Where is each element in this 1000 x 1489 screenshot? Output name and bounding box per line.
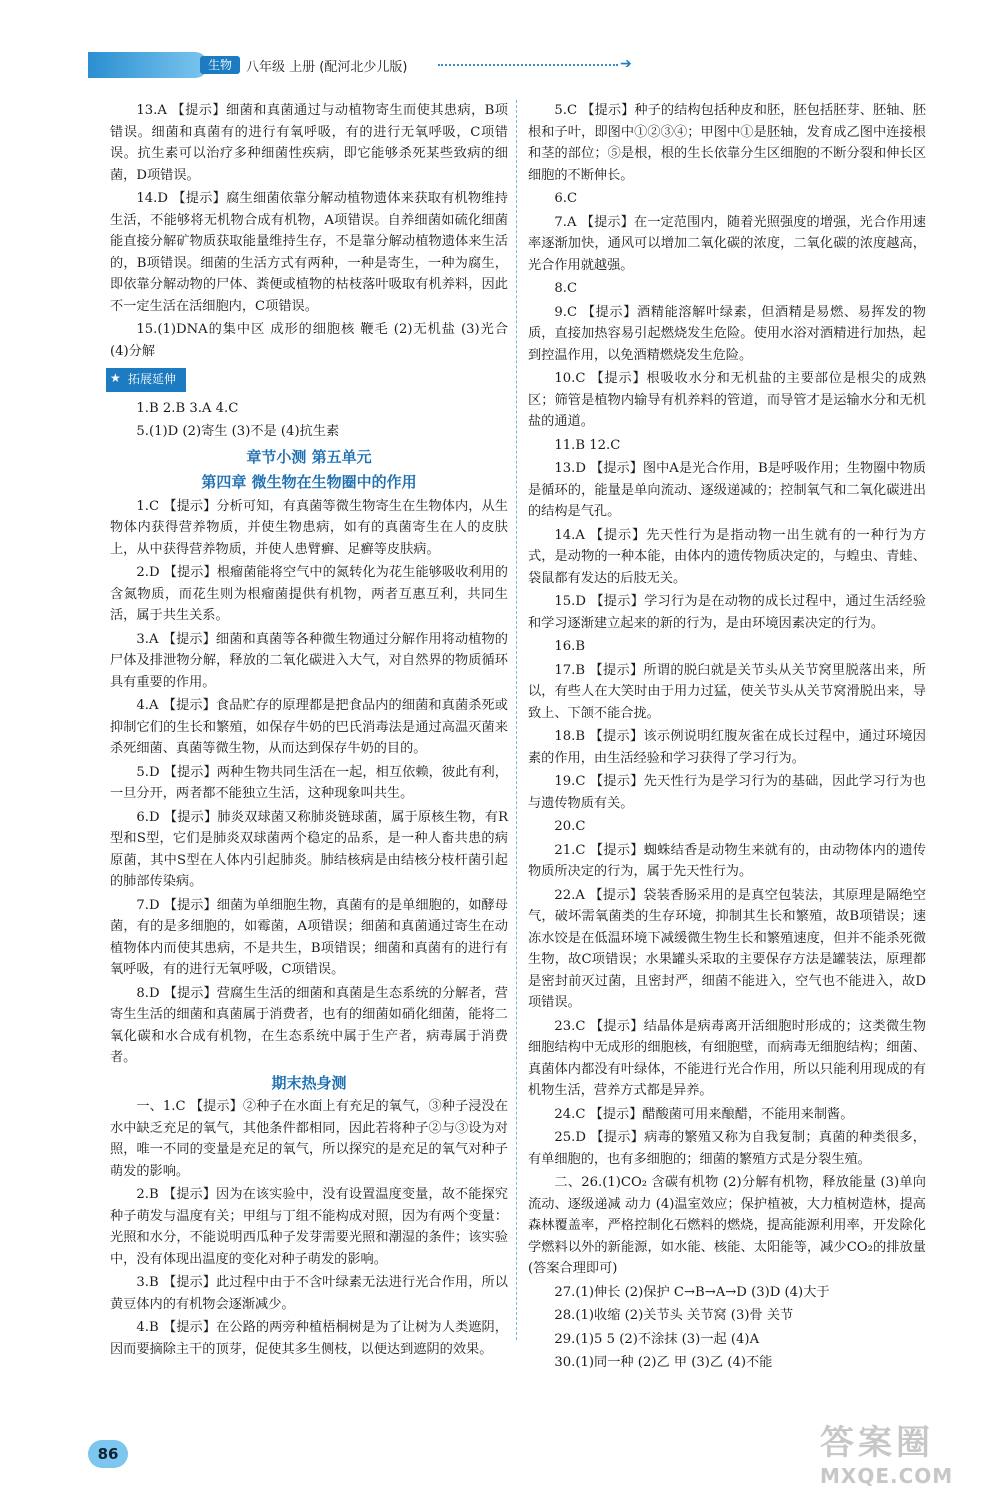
answer-item: 20.C xyxy=(554,819,586,834)
answer-item: 28.(1)收缩 (2)关节头 关节窝 (3)骨 关节 xyxy=(554,1308,794,1323)
answer-item: 5.C 【提示】种子的结构包括种皮和胚，胚包括胚芽、胚轴、胚根和子叶，即图中①②③④；甲图中①是胚轴，发育成乙图中连接根和茎的部位；⑤是根，根的生长依靠分生区细胞的不断分裂和伸长区细胞的不断伸长。 xyxy=(528,103,926,183)
extension-label xyxy=(106,368,186,392)
chapter-subtitle: 第四章 微生物在生物圈中的作用 xyxy=(201,473,417,491)
answer-item: 3.A 【提示】细菌和真菌等各种微生物通过分解作用将动植物的尸体及排泄物分解，释放的二氧化碳进入大气，对自然界的物质循环具有重要的作用。 xyxy=(110,631,508,690)
page-number: 86 xyxy=(88,1440,128,1468)
answer-item: 24.C 【提示】醋酸菌可用来酿醋，不能用来制酱。 xyxy=(554,1106,854,1122)
answer-item: 23.C 【提示】结晶体是病毒离开活细胞时形成的；这类微生物细胞结构中无成形的细胞核，有细胞壁，而病毒无细胞结构；细菌、真菌体内都没有叶绿体，不能进行光合作用，所以只能利用现成的有机物生活，营养方式都是异养。 xyxy=(528,1018,926,1098)
page-header xyxy=(88,44,648,84)
answer-item: 4.B 【提示】在公路的两旁种植梧桐树是为了让树为人类遮阴，因而要摘除主干的顶芽，促使其多生侧枝，以便达到遮阴的效果。 xyxy=(110,1320,508,1357)
answer-item: 13.D 【提示】图中A是光合作用，B是呼吸作用；生物圈中物质是循环的，能量是单向流动、逐级递减的；控制氧气和二氧化碳进出的结构是气孔。 xyxy=(528,461,926,519)
answer-item: 8.C xyxy=(554,281,578,296)
column-divider xyxy=(516,100,517,1340)
header-arrow-icon: ➔ xyxy=(620,56,632,72)
answer-item: 29.(1)5 5 (2)不涂抹 (3)一起 (4)A xyxy=(554,1331,760,1347)
star-icon: ★ xyxy=(110,371,121,385)
answer-item: 1.C 【提示】分析可知，有真菌等微生物寄生在生物体内，从生物体内获得营养物质，并使生物患病，如有的真菌寄生在人的皮肤上，从中获得营养物质，并使人患臂癣、足癣等皮肤病。 xyxy=(110,498,508,557)
answer-item: 22.A 【提示】袋装香肠采用的是真空包装法，其原理是隔绝空气，破坏需氧菌类的生存环境，抑制其生长和繁殖，故B项错误；速冻水饺是在低温环境下减缓微生物生长和繁殖速度，但并不能杀死微生物，故C项错误；水果罐头采取的主要保存方法是罐装法，原理都是密封前灭过菌，且密封严，细菌不能进入，空气也不能进入，故D项错误。 xyxy=(528,887,926,1010)
answer-item: 7.A 【提示】在一定范围内，随着光照强度的增强，光合作用速率逐渐加快，通风可以增加二氧化碳的浓度，二氧化碳的浓度越高，光合作用就越强。 xyxy=(528,214,926,273)
answer-item: 一、1.C 【提示】②种子在水面上有充足的氧气，③种子浸没在水中缺乏充足的氧气，其他条件都相同，因此若将种子②与③设为对照，唯一不同的变量是充足的氧气，所以探究的是充足的氧气对种子萌发的影响。 xyxy=(110,1099,508,1179)
answer-item: 17.B 【提示】所谓的脱臼就是关节头从关节窝里脱落出来，所以，有些人在大笑时由于用力过猛，使关节头从关节窝滑脱出来，导致上、下颌不能合拢。 xyxy=(528,662,926,721)
left-column xyxy=(110,100,508,1362)
answer-item: 21.C 【提示】蜘蛛结香是动物生来就有的，由动物体内的遗传物质所决定的行为，属于先天性行为。 xyxy=(528,842,926,879)
answer-item: 18.B 【提示】该示例说明红腹灰雀在成长过程中，通过环境因素的作用，由生活经验和学习获得了学习行为。 xyxy=(528,729,926,766)
header-grade-text: 八年级 上册 (配河北少儿版) xyxy=(246,60,408,75)
answer-item: 2.B 【提示】因为在该实验中，没有设置温度变量，故不能探究种子萌发与温度有关；甲组与丁组不能构成对照，因为有两个变量：光照和水分，不能说明西瓜种子发芽需要光照和潮湿的条件；该实验中，没有体现出温度的变化对种子萌发的影响。 xyxy=(110,1187,508,1267)
answer-item: 14.D 【提示】腐生细菌依靠分解动植物遗体来获取有机物维持生活，不能够将无机物合成有机物，A项错误。自养细菌如硫化细菌能直接分解矿物质获取能量维持生存，不是靠分解动植物遗体来生活的，B项错误。细菌的生活方式有两种，一种是寄生，一种为腐生，即依靠分解动物的尸体、粪便或植物的枯枝落叶吸取有机养料，因此不一定生活在活细胞内，C项错误。 xyxy=(110,191,508,314)
answer-item: 5.D 【提示】两种生物共同生活在一起，相互依赖，彼此有利，一旦分开，两者都不能独立生活，这种现象叫共生。 xyxy=(110,764,508,801)
answer-item: 11.B 12.C xyxy=(554,437,621,453)
chapter-title: 章节小测 第五单元 xyxy=(246,447,372,466)
answer-item: 15.D 【提示】学习行为是在动物的成长过程中，通过生活经验和学习逐渐建立起来的新的行为，是由环境因素决定的行为。 xyxy=(528,594,926,631)
answer-item: 4.A 【提示】食品贮存的原理都是把食品内的细菌和真菌杀死或抑制它们的生长和繁殖，如保存牛奶的巴氏消毒法是通过高温灭菌来杀死细菌、真菌等微生物，从而达到保存牛奶的目的。 xyxy=(110,698,508,756)
answer-item: 1.B 2.B 3.A 4.C xyxy=(136,400,239,416)
answer-item: 5.(1)D (2)寄生 (3)不是 (4)抗生素 xyxy=(136,424,340,439)
watermark-bottom-text: MXQE.COM xyxy=(820,1464,954,1488)
answer-item: 9.C 【提示】酒精能溶解叶绿素，但酒精是易燃、易挥发的物质，直接加热容易引起燃烧发生危险。使用水浴对酒精进行加热，起到控温作用，以免酒精燃烧发生危险。 xyxy=(528,304,926,363)
answer-item: 6.D 【提示】肺炎双球菌又称肺炎链球菌，属于原核生物，有R型和S型，它们是肺炎双球菌两个稳定的品系，是一种人畜共患的病原菌，其中S型在人体内引起肺炎。肺结核病是由结核分枝杆菌引起的肺部传染病。 xyxy=(110,809,508,889)
header-swoosh-decoration xyxy=(88,52,208,78)
answer-item: 7.D 【提示】细菌为单细胞生物，真菌有的是单细胞的，如酵母菌，有的是多细胞的，如霉菌，A项错误；细菌和真菌通过寄生在动植物体内而使其患病，不是共生，B项错误；细菌和真菌有的进行有氧呼吸，有的进行无氧呼吸，C项错误。 xyxy=(110,897,508,977)
answer-item: 13.A 【提示】细菌和真菌通过与动植物寄生而使其患病，B项错误。细菌和真菌有的进行有氧呼吸，有的进行无氧呼吸，C项错误。抗生素可以治疗多种细菌性疾病，即它能够杀死某些致病的细菌，D项错误。 xyxy=(110,103,508,183)
answer-item: 二、26.(1)CO₂ 含碳有机物 (2)分解有机物，释放能量 (3)单向流动、逐级递减 动力 (4)温室效应；保护植被，大力植树造林，提高森林覆盖率，严格控制化石燃料的燃烧，提高能源利用率，开发除化学燃料以外的新能源，如水能、核能、太阳能等，减少CO₂的排放量(答案合理即可) xyxy=(528,1175,926,1276)
answer-item: 3.B 【提示】此过程中由于不含叶绿素无法进行光合作用，所以黄豆体内的有机物会逐渐减少。 xyxy=(110,1275,508,1312)
watermark-top-text: 答案圈 xyxy=(820,1423,934,1463)
answer-item: 25.D 【提示】病毒的繁殖又称为自我复制；真菌的种类很多，有单细胞的，也有多细胞的；细菌的繁殖方式是分裂生殖。 xyxy=(528,1130,926,1167)
answer-item: 2.D 【提示】根瘤菌能将空气中的氮转化为花生能够吸收利用的含氮物质，而花生则为根瘤菌提供有机物，两者互惠互利，共同生活，属于共生关系。 xyxy=(110,565,508,623)
answer-item: 6.C xyxy=(554,191,578,206)
exam-title: 期末热身测 xyxy=(271,1073,347,1092)
header-dotted-line xyxy=(438,64,618,66)
answer-item: 30.(1)同一种 (2)乙 甲 (3)乙 (4)不能 xyxy=(554,1355,773,1370)
answer-item: 10.C 【提示】根吸收水分和无机盐的主要部位是根尖的成熟区；筛管是植物内输导有机养料的管道，而导管才是运输水分和无机盐的通道。 xyxy=(528,371,926,429)
extension-label-text: 拓展延伸 xyxy=(128,372,177,386)
answer-item: 19.C 【提示】先天性行为是学习行为的基础，因此学习行为也与遗传物质有关。 xyxy=(528,774,926,811)
answer-item: 16.B xyxy=(554,639,586,654)
answer-item: 27.(1)伸长 (2)保护 C→B→A→D (3)D (4)大于 xyxy=(554,1284,830,1300)
right-column xyxy=(528,100,926,1376)
answer-item: 14.A 【提示】先天性行为是指动物一出生就有的一种行为方式，是动物的一种本能，由体内的遗传物质决定的，与蝗虫、青蛙、袋鼠都有发达的后肢无关。 xyxy=(528,527,926,586)
answer-item: 15.(1)DNA的集中区 成形的细胞核 鞭毛 (2)无机盐 (3)光合 (4)分解 xyxy=(110,322,508,359)
answer-item: 8.D 【提示】营腐生生活的细菌和真菌是生态系统的分解者，营寄生生活的细菌和真菌属于消费者，也有的细菌如硝化细菌，能将二氧化碳和水合成有机物，在生态系统中属于生产者，病毒属于消费者。 xyxy=(110,985,508,1065)
header-subject-badge: 生物 xyxy=(200,56,240,74)
watermark-logo xyxy=(820,1415,990,1488)
